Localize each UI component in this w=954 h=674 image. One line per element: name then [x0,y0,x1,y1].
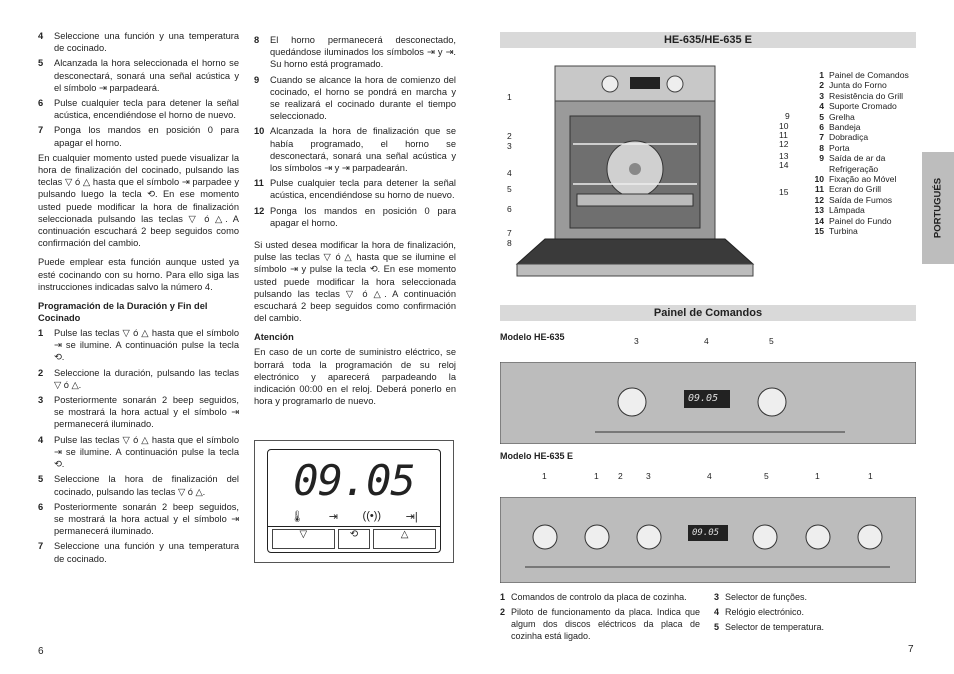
legend-text: Suporte Cromado [829,101,897,112]
legend-text: Dobradiça [829,132,869,143]
callout-number: 9 [785,111,790,121]
duration-icon: ⇥ [328,511,338,523]
item-number: 1 [500,592,506,602]
legend-item [810,91,924,101]
legend-text: Porta [829,142,850,153]
legend-text: Painel do Fundo [829,215,892,226]
clock-display: 09.05 [688,393,719,404]
list-item [38,501,239,538]
legend-number: 13 [814,205,824,216]
list-item [38,30,239,54]
clock-time: 09.05 [293,456,415,505]
item-number: 7 [38,541,44,552]
item-text: Posteriormente sonarán 2 beep seguidos, se mostrará la hora actual y el símbolo ⇥ permanecerá iluminado. [54,501,239,537]
callout-number: 5 [507,184,512,194]
panel-title: Painel de Comandos [500,305,916,321]
legend-text: Saída de Fumos [829,194,893,205]
set-button[interactable]: ⟲ [338,529,370,549]
item-text: Pulse las teclas ▽ ó △ hasta que el símbolo ⇥ se ilumine. A continuación pulse la tecla ⟲. [54,434,239,470]
legend-item [810,174,924,184]
list-item [38,124,239,148]
item-number: 3 [714,592,720,602]
callout-number: 3 [646,471,651,481]
legend-number: 6 [819,122,824,133]
list-item [38,97,239,121]
item-text: Posteriormente sonarán 2 beep seguidos, se mostrará la hora actual y el símbolo ⇥ permanecerá iluminado. [54,395,239,430]
legend-item [810,70,924,80]
item-text: Seleccione la duración, pulsando las teclas ▽ ó △. [54,367,239,390]
legend-number: 14 [814,215,824,226]
thermometer-icon: 🌡 [290,511,305,523]
list-item [714,606,894,618]
callout-number: 6 [507,204,512,214]
legend-text: Fixação ao Móvel [829,174,897,185]
item-number: 2 [500,607,506,617]
down-button[interactable]: ▽ [272,529,335,549]
bottom-list-left [500,591,700,645]
paragraph: Puede emplear esta función aunque usted ya esté cocinando con su horno. Para ello siga las instrucciones indicadas salvo la número 4. [38,257,239,292]
end-time-icon: ⇥| [405,511,418,523]
legend-number: 9 [819,153,824,164]
callout-number: 4 [704,336,709,346]
list-item [38,367,239,391]
legend-item [810,216,924,226]
left-column-2 [254,34,456,414]
callout-number: 4 [507,168,512,178]
paragraph: En cualquier momento usted puede visualizar la hora de finalización del cocinado, pulsando las teclas ▽ ó △ hasta que el símbolo ⇥ parpadee y pulsando luego la tecla ⟲. En ese momento usted puede modificar la hora de finalización seleccionada pulsando las teclas ▽ ó △. A continuación escuchará 2 beep seguidos como confirmación del cambio. [38,152,239,249]
callout-number: 2 [507,131,512,141]
item-text: Relógio electrónico. [725,607,805,617]
legend-text: Resistência do Grill [829,90,904,101]
clock-illustration [254,440,454,563]
item-number: 4 [38,31,44,41]
item-number: 5 [714,622,720,632]
item-text: Pulse las teclas ▽ ó △ hasta que el símbolo ⇥ se ilumine. A continuación pulse la tecla ⟲. [54,328,239,363]
list-item [254,205,456,229]
item-number: 1 [38,328,44,339]
item-number: 2 [38,367,44,378]
section-heading: Programación de la Duración y Fin del Cocinado [38,301,208,324]
item-number: 6 [38,98,44,109]
callout-number: 12 [779,139,789,149]
callout-number: 15 [779,187,789,197]
legend-item [810,112,924,122]
legend-item [810,80,924,90]
legend-item [810,205,924,215]
list-item [254,177,456,201]
item-text: Comandos de controlo da placa de cozinha. [511,592,687,602]
language-tab: PORTUGUÉS [922,152,954,264]
item-number: 9 [254,74,260,85]
alarm-icon: ((•)) [362,510,382,522]
item-text: Selector de funções. [725,592,808,602]
page-number-left: 6 [38,646,44,657]
steps-list-a [38,30,239,149]
list-item [38,327,239,364]
legend-item [810,101,924,111]
paragraph: En caso de un corte de suministro eléctrico, se borrará toda la programación de su reloj electrónico y aparecerá parpadeando la indicación 00:00 en el reloj. Deberá ponerlo en hora y programarlo de nuevo. [254,347,456,407]
list-item [38,473,239,497]
callout-number: 1 [815,471,820,481]
legend-item [810,132,924,142]
list-item [714,621,894,633]
callout-number: 1 [507,92,512,102]
item-number: 11 [254,178,264,189]
item-text: Selector de temperatura. [725,622,825,632]
parts-legend [810,70,924,237]
model-label: Modelo HE-635 E [500,451,574,461]
callout-number: 8 [507,238,512,248]
list-item [714,591,894,603]
page-title: HE-635/HE-635 E [500,32,916,48]
callout-number: 14 [779,160,789,170]
list-item [38,540,239,564]
control-panel-he635e [500,497,916,583]
legend-text: Ecran do Grill [829,184,882,195]
list-item [500,591,700,603]
legend-item [810,153,924,174]
item-number: 4 [38,434,44,445]
legend-number: 8 [819,142,824,153]
item-text: Seleccione una función y una temperatura de cocinado. [54,541,239,564]
legend-text: Saída de ar da Refrigeração [829,153,886,174]
callout-number: 7 [507,228,512,238]
legend-text: Bandeja [829,122,861,133]
item-number: 7 [38,125,44,136]
legend-text: Grelha [829,111,855,122]
paragraph: Si usted desea modificar la hora de finalización, pulse las teclas ▽ ó △ hasta que se ilumine el símbolo ⇥ y pulse la tecla ⟲. En ese momento usted puede modificar la hora seleccionada pulsando las teclas ▽ ó △. A continuación escuchará 2 beep seguidos como confirmación del cambio. [254,240,456,324]
item-number: 12 [254,205,265,216]
callout-number: 11 [779,130,788,140]
callout-number: 1 [594,471,599,481]
steps-list-b [38,327,239,565]
callout-number: 10 [779,121,789,131]
bottom-list-right [714,591,894,636]
callout-number: 1 [542,471,547,481]
item-text: Ponga los mandos en posición 0 para apagar el horno. [270,205,456,228]
legend-item [810,226,924,236]
legend-number: 4 [819,101,824,112]
legend-text: Painel de Comandos [829,70,909,80]
item-number: 3 [38,395,44,406]
item-number: 8 [254,35,260,45]
oven-illustration [515,64,755,284]
item-text: Cuando se alcance la hora de comienzo del cocinado, el horno se pondrá en marcha y se realizará el cocinado durante el tiempo seleccionado. [270,74,456,122]
callout-number: 1 [868,471,873,481]
item-text: El horno permanecerá desconectado, quedándose iluminados los símbolos ⇥ y ⇥. Su horno está programado. [270,35,456,70]
list-item [38,394,239,431]
legend-item [810,143,924,153]
legend-number: 5 [819,111,824,122]
item-number: 10 [254,126,265,137]
section-heading: Atención [254,332,294,343]
legend-text: Turbina [829,226,858,237]
item-number: 4 [714,607,720,617]
legend-number: 12 [814,194,824,205]
legend-item [810,184,924,194]
list-item [500,606,700,642]
list-item [254,74,456,123]
item-text: Alcanzada la hora seleccionada el horno se desconectará, sonará una señal acústica y el símbolo ⇥ parpadeará. [54,58,239,93]
left-column-1 [38,30,239,568]
item-number: 5 [38,474,44,485]
item-text: Ponga los mandos en posición 0 para apagar el horno. [54,125,239,148]
legend-number: 3 [819,90,824,101]
legend-text: Junta do Forno [829,80,887,91]
legend-text: Lâmpada [829,205,865,216]
item-number: 6 [38,501,44,512]
callout-number: 5 [764,471,769,481]
clock-display: 09.05 [692,528,720,538]
callout-number: 3 [634,336,639,346]
list-item [254,34,456,71]
item-text: Pulse cualquier tecla para detener la señal acústica, encendiéndose su horno de nuevo. [270,178,456,201]
item-text: Alcanzada la hora de finalización que se había programado, el horno se desconectará, sonará una señal acústica y los símbolos ⇥ y ⇥ parpadearán. [270,126,456,174]
list-item [254,125,456,174]
item-text: Seleccione la hora de finalización del cocinado, pulsando las teclas ▽ ó △. [54,474,239,497]
callout-number: 5 [769,336,774,346]
model-label: Modelo HE-635 [500,332,565,342]
item-text: Piloto de funcionamento da placa. Indica que algum dos discos eléctricos da placa de cozinha está ligado. [511,607,700,641]
legend-number: 10 [814,174,824,185]
legend-number: 2 [819,80,824,91]
legend-number: 11 [814,184,824,195]
item-text: Seleccione una función y una temperatura de cocinado. [54,31,239,54]
legend-item [810,122,924,132]
callout-number: 2 [618,471,623,481]
legend-number: 1 [819,70,824,80]
callout-number: 13 [779,151,789,161]
page-number-right: 7 [908,644,914,655]
legend-number: 15 [814,226,824,237]
item-number: 5 [38,58,44,69]
callout-number: 4 [707,471,712,481]
list-item [38,57,239,94]
list-item [38,434,239,471]
steps-list-c [254,34,456,229]
legend-item [810,195,924,205]
up-button[interactable]: △ [373,529,436,549]
callout-number: 3 [507,141,512,151]
item-text: Pulse cualquier tecla para detener la señal acústica, encendiéndose el horno de nuevo. [54,98,239,121]
legend-number: 7 [819,132,824,143]
